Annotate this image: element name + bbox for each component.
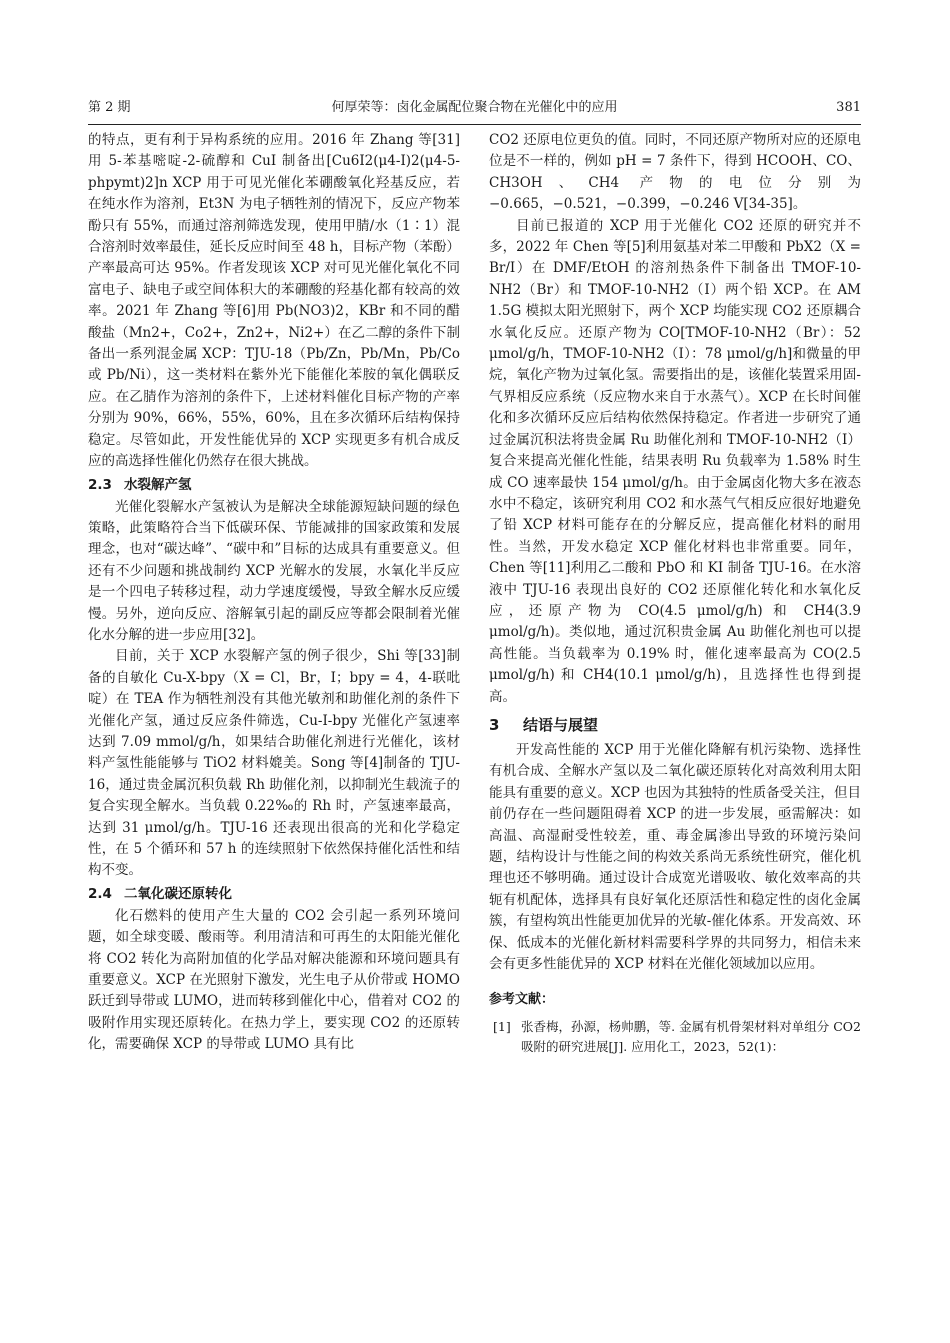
reference-item: [489, 1017, 861, 1057]
reference-number: [1]: [493, 1019, 511, 1035]
section-title: 二氧化碳还原转化: [124, 885, 232, 902]
header-rule: [88, 124, 861, 125]
section-heading-2-3: [88, 474, 460, 496]
paragraph-water-splitting-examples: 目前，关于 XCP 水裂解产氢的例子很少，Shi 等[33]制备的自敏化 Cu-X-bpy（X = Cl，Br，I；bpy = 4，4-联吡啶）在 TEA 作为牺牲剂没有其他光敏剂和助催化剂的条件下光催化产氢，通过反应条件筛选，Cu-I-bpy 光催化产氢速率达到 7.09 mmol/g/h，如果结合助催化剂进行光催化，该材料产氢性能能够与 TiO2 材料媲美。Song 等[4]制备的 TJU-16，通过贵金属沉积负载 Rh 助催化剂，以抑制光生载流子的复合实现全解水。当负载 0.22‰的 Rh 时，产氢速率最高，达到 31 μmol/g/h。TJU-16 还表现出很高的光和化学稳定性，在 5 个循环和 57 h 的连续照射下依然保持催化活性和结构不变。: [88, 648, 460, 879]
references-heading: 参考文献：: [489, 992, 555, 1008]
section-number: 3: [489, 715, 500, 734]
section-number: 2.4: [88, 885, 112, 902]
running-title: 何厚荣等：卤化金属配位聚合物在光催化中的应用: [331, 100, 618, 115]
page-number: 381: [836, 100, 861, 115]
section-title: 结语与展望: [523, 715, 599, 734]
paragraph-zhang-studies: 的特点，更有利于异构系统的应用。2016 年 Zhang 等[31]用 5-苯基嘧啶-2-硫醇和 CuI 制备出[Cu6I2(μ4-I)2(μ4-5-phpymt)2]n XCP 用于可见光催化苯硼酸氧化羟基反应，若在纯水作为溶剂，Et3N 为电子牺牲剂的情况下，反应产物苯酚只有 55%，而通过溶剂筛选发现，使用甲腈/水（1∶1）混合溶剂时效率最佳，延长反应时间至 48 h，目标产物（苯酚）产率最高可达 95%。作者发现该 XCP 对可见光催化氧化不同富电子、缺电子或空间体积大的苯硼酸的羟基化都有较高的效率。2021 年 Zhang 等[6]用 Pb(NO3)2，KBr 和不同的醋酸盐（Mn2+，Co2+，Zn2+，Ni2+）在乙二醇的条件下制备出一系列混金属 XCP：TJU-18（Pb/Zn，Pb/Mn，Pb/Co 或 Pb/Ni），这一类材料在紫外光下能催化苯胺的氧化偶联反应。在乙腈作为溶剂的条件下，上述材料催化目标产物的产率分别为 90%，66%，55%，60%，且在多次循环后结构保持稳定。尽管如此，开发性能优异的 XCP 实现更多有机合成反应的高选择性催化仍然存在很大挑战。: [88, 132, 460, 470]
right-column: [489, 130, 861, 1057]
issue-number: 第 2 期: [88, 100, 131, 115]
paragraph-co2-potential: CO2 还原电位更负的值。同时，不同还原产物所对应的还原电位是不一样的，例如 pH = 7 条件下，得到 HCOOH、CO、CH3OH、CH4 产物的电位分别为 −0.665，−0.521，−0.399，−0.246 V[34-35]。: [489, 132, 861, 213]
section-number: 2.3: [88, 476, 112, 493]
section-title: 水裂解产氢: [124, 476, 192, 493]
left-column: [88, 130, 460, 1056]
running-header: [88, 96, 861, 120]
paragraph-co2-intro: 化石燃料的使用产生大量的 CO2 会引起一系列环境问题，如全球变暖、酸雨等。利用清洁和可再生的太阳能光催化将 CO2 转化为高附加值的化学品对解决能源和环境问题具有重要意义。XCP 在光照射下激发，光生电子从价带或 HOMO 跃迁到导带或 LUMO，进而转移到催化中心，借着对 CO2 的吸附作用实现还原转化。在热力学上，要实现 CO2 的还原转化，需要确保 XCP 的导带或 LUMO 具有比: [88, 907, 460, 1053]
reference-text: 张香梅，孙源，杨帅鹏，等. 金属有机骨架材料对单组分 CO2 吸附的研究进展[J]. 应用化工，2023，52(1)：: [521, 1019, 861, 1055]
paragraph-water-splitting-intro: 光催化裂解水产氢被认为是解决全球能源短缺问题的绿色策略，此策略符合当下低碳环保、节能减排的国家政策和发展理念，也对“碳达峰”、“碳中和”目标的达成具有重要意义。但还有不少问题和挑战制约 XCP 光解水的发展，水氧化半反应是一个四电子转移过程，动力学速度缓慢，导致全解水反应缓慢。另外，逆向反应、溶解氧引起的副反应等都会限制着光催化水分解的进一步应用[32]。: [88, 498, 460, 643]
section-heading-2-4: [88, 883, 460, 905]
paragraph-co2-examples: 目前已报道的 XCP 用于光催化 CO2 还原的研究并不多，2022 年 Chen 等[5]利用氨基对苯二甲酸和 PbX2（X = Br/I）在 DMF/EtOH 的溶剂热条件下制备出 TMOF-10-NH2（Br）和 TMOF-10-NH2（I）两个铅 XCP。在 AM 1.5G 模拟太阳光照射下，两个 XCP 均能实现 CO2 还原耦合水氧化反应。还原产物为 CO[TMOF-10-NH2（Br）：52 μmol/g/h，TMOF-10-NH2（I）：78 μmol/g/h]和微量的甲烷，氧化产物为过氧化氢。需要指出的是，该催化装置采用固-气界相反应系统（反应物水来自于水蒸气）。XCP 在长时间催化和多次循环反应后结构依然保持稳定。作者进一步研究了通过金属沉积法将贵金属 Ru 助催化剂和 TMOF-10-NH2（I）复合来提高光催化性能，结果表明 Ru 负载率为 1.58% 时生成 CO 速率最快 154 μmol/g/h。由于金属卤化物大多在液态水中不稳定，该研究利用 CO2 和水蒸气气相反应很好地避免了铅 XCP 材料可能存在的分解反应，提高催化材料的耐用性。当然，开发水稳定 XCP 催化材料也非常重要。同年，Chen 等[11]利用乙二酸和 PbO 和 KI 制备 TJU-16。在水溶液中 TJU-16 表现出良好的 CO2 还原催化转化和水氧化反应，还原产物为 CO(4.5 μmol/g/h) 和 CH4(3.9 μmol/g/h)。类似地，通过沉积贵金属 Au 助催化剂也可以提高性能。当负载率为 0.19% 时，催化速率最高为 CO(2.5 μmol/g/h) 和 CH4(10.1 μmol/g/h)，且选择性也得到提高。: [489, 217, 861, 705]
section-heading-3: [489, 712, 861, 738]
paragraph-conclusion: 开发高性能的 XCP 用于光催化降解有机污染物、选择性有机合成、全解水产氢以及二氧化碳还原转化对高效利用太阳能具有重要的意义。XCP 也因为其独特的性质备受关注，但目前仍存在一些问题阻碍着 XCP 的进一步发展，亟需解决：如高温、高湿耐受性较差，重、毒金属渗出导致的环境污染问题，结构设计与性能之间的构效关系尚无系统性研究，催化机理也还不够明确。通过设计合成宽光谱吸收、敏化效率高的共轭有机配体，选择具有良好氧化还原活性和稳定性的卤化金属簇，有望构筑出性能更加优异的光敏-催化体系。开发高效、环保、低成本的光催化新材料需要科学界的共同努力，相信未来会有更多性能优异的 XCP 材料在光催化领域加以应用。: [489, 741, 861, 973]
